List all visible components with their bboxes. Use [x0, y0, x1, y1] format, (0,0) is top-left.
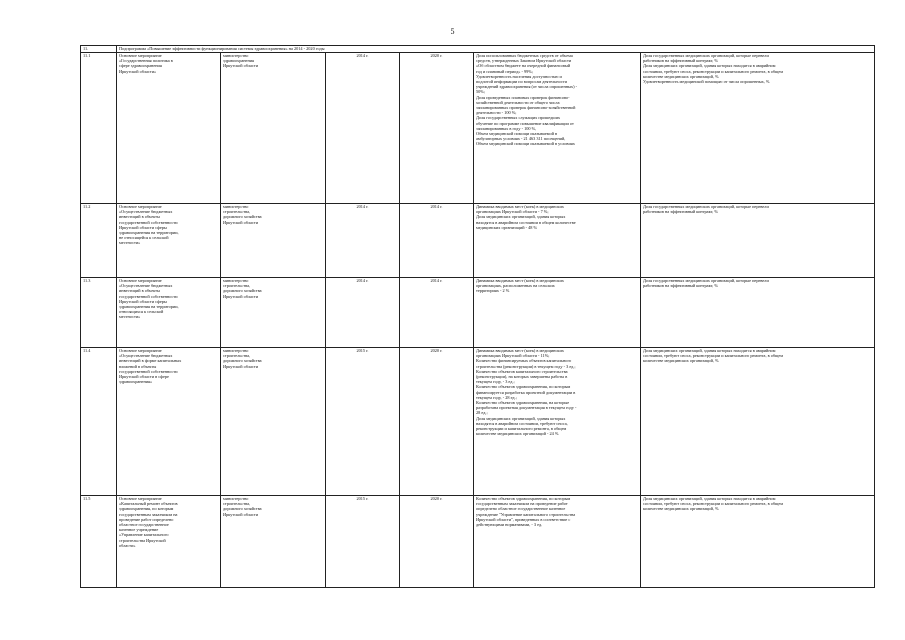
end-year-cell: 2014 г. — [400, 204, 474, 278]
start-year-cell: 2014 г. — [326, 204, 400, 278]
program-table — [80, 45, 875, 588]
result-cell: Динамика вводимых мест (коек) в медицинских организациях, расположенных на сельских территориях - 2 % — [474, 278, 641, 348]
indicators-cell: Доля государственных медицинских организаций, которые перевели работников на эффективный контракт, % Доля медицинских организаций, здания которых находятся в аварийном состоянии, требуют сноса, реконструкции и капитального ремонта, в общем количестве медицинских организаций, % Удовлетворенность медицинской помощью от числа опрошенных, % — [641, 53, 875, 204]
indicators-cell: Доля государственных медицинских организаций, которые перевели работников на эффективный контракт, % — [641, 204, 875, 278]
event-cell: Основное мероприятие «Государственная политика в сфере здравоохранения Иркутской области» — [117, 53, 221, 204]
table-row — [81, 53, 875, 204]
event-cell: Основное мероприятие «Осуществление бюджетных инвестиций в объекты государственной собственности Иркутской области сферы здравоохранения на территории, не относящейся к сельской местности» — [117, 204, 221, 278]
page-number: 5 — [450, 27, 455, 36]
result-cell: Динамика вводимых мест (коек) в медицинских организациях Иркутской области - 11%; Количество финансируемых объектов капитального строительства (реконструкции) в текущем году - 3 ед.; Количество объектов капитального строительства (реконструкции), на которых завершены работы в текущем году, - 3 ед.; Количество объектов здравоохранения, по которым финансируется разработка проектной документации в текущем году, - 28 ед.; Количество объектов здравоохранения, на которые разработана проектная документация в текущем году - 28 ед.; Доля медицинских организаций, здания которых находятся в аварийном состоянии, требуют сноса, реконструкции и капитального ремонта, в общем количестве медицинских организаций - 24 % — [474, 348, 641, 496]
row-number: 11.1 — [81, 53, 117, 204]
end-year-cell: 2020 г. — [400, 348, 474, 496]
end-year-cell: 2020 г. — [400, 53, 474, 204]
event-cell: Основное мероприятие «Осуществление бюджетных инвестиций в объекты государственной собственности Иркутской области сферы здравоохранения на территории, относящихся к сельской местности» — [117, 278, 221, 348]
executor-cell: министерство строительства, дорожного хозяйства Иркутской области — [221, 204, 326, 278]
row-number: 11.4 — [81, 348, 117, 496]
start-year-cell: 2015 г. — [326, 496, 400, 588]
end-year-cell: 2014 г. — [400, 278, 474, 348]
subprogram-number: 11. — [81, 46, 117, 53]
result-cell: Количество объектов здравоохранения, по которым государственным заказчиком на проведение работ определено областное государственное казенное учреждение "Управление капитального строительства Иркутской области", приведенных в соответствие с действующими нормативами, - 3 ед. — [474, 496, 641, 588]
start-year-cell: 2014 г. — [326, 278, 400, 348]
indicators-cell: Доля медицинских организаций, здания которых находятся в аварийном состоянии, требуют сноса, реконструкции и капитального ремонта, в общем количестве медицинских организаций, % — [641, 348, 875, 496]
result-cell: Доля использованных бюджетных средств от объема средств, утвержденных Законом Иркутской области «Об областном бюджете на очередной финансовый год и плановый период» - 99%; Удовлетворенность населения доступностью и подлотой информации по вопросам деятельности учреждений здравоохранения (от числа опрошенных) - 50%; Доля проведенных плановых проверок финансово- хозяйственной деятельности от общего числа запланированных проверок финансово-хозяйственной деятельности - 100 %; Доля государственных служащих прошедших обучение по программе повышение квалификации от запланированных в году - 100 %, Объем медицинской помощи оказываемой в амбулаторных условиях - 21 463 311 посещений, Объем медицинской помощи оказываемой в условиях — [474, 53, 641, 204]
executor-cell: министерство строительства, дорожного хозяйства Иркутской области — [221, 496, 326, 588]
event-cell: Основное мероприятие «Капитальный ремонт объектов здравоохранения, по которым государственным заказчиком на проведение работ определено областное государственное казенное учреждение «Управление капитального строительства Иркутской области» — [117, 496, 221, 588]
executor-cell: министерство здравоохранения Иркутской области — [221, 53, 326, 204]
start-year-cell: 2015 г. — [326, 348, 400, 496]
row-number: 11.2 — [81, 204, 117, 278]
table-row — [81, 496, 875, 588]
event-cell: Основное мероприятие «Осуществление бюджетных инвестиций в форме капитальных вложений в объекты государственной собственности Иркутской области в сфере здравоохранения» — [117, 348, 221, 496]
table-row — [81, 348, 875, 496]
start-year-cell: 2014 г. — [326, 53, 400, 204]
table-row — [81, 204, 875, 278]
row-number: 11.5 — [81, 496, 117, 588]
result-cell: Динамика вводимых мест (коек) в медицинских организациях Иркутской области - 7 %; Доля медицинских организаций, здания которых находятся в аварийном состоянии в общем количестве медицинских организаций - 48 % — [474, 204, 641, 278]
subprogram-title: Подпрограмма «Повышение эффективности функционирования системы здравоохранения» на 2014 - 2020 годы — [117, 46, 875, 53]
table-row — [81, 278, 875, 348]
end-year-cell: 2020 г. — [400, 496, 474, 588]
row-number: 11.3 — [81, 278, 117, 348]
executor-cell: министерство строительства, дорожного хозяйства Иркутской области — [221, 278, 326, 348]
subprogram-header-row — [81, 46, 875, 53]
indicators-cell: Доля государственных медицинских организаций, которые перевели работников на эффективный контракт, % — [641, 278, 875, 348]
indicators-cell: Доля медицинских организаций, здания которых находятся в аварийном состоянии, требуют сноса, реконструкции и капитального ремонта, в общем количестве медицинских организаций, % — [641, 496, 875, 588]
executor-cell: министерство строительства, дорожного хозяйства Иркутской области — [221, 348, 326, 496]
